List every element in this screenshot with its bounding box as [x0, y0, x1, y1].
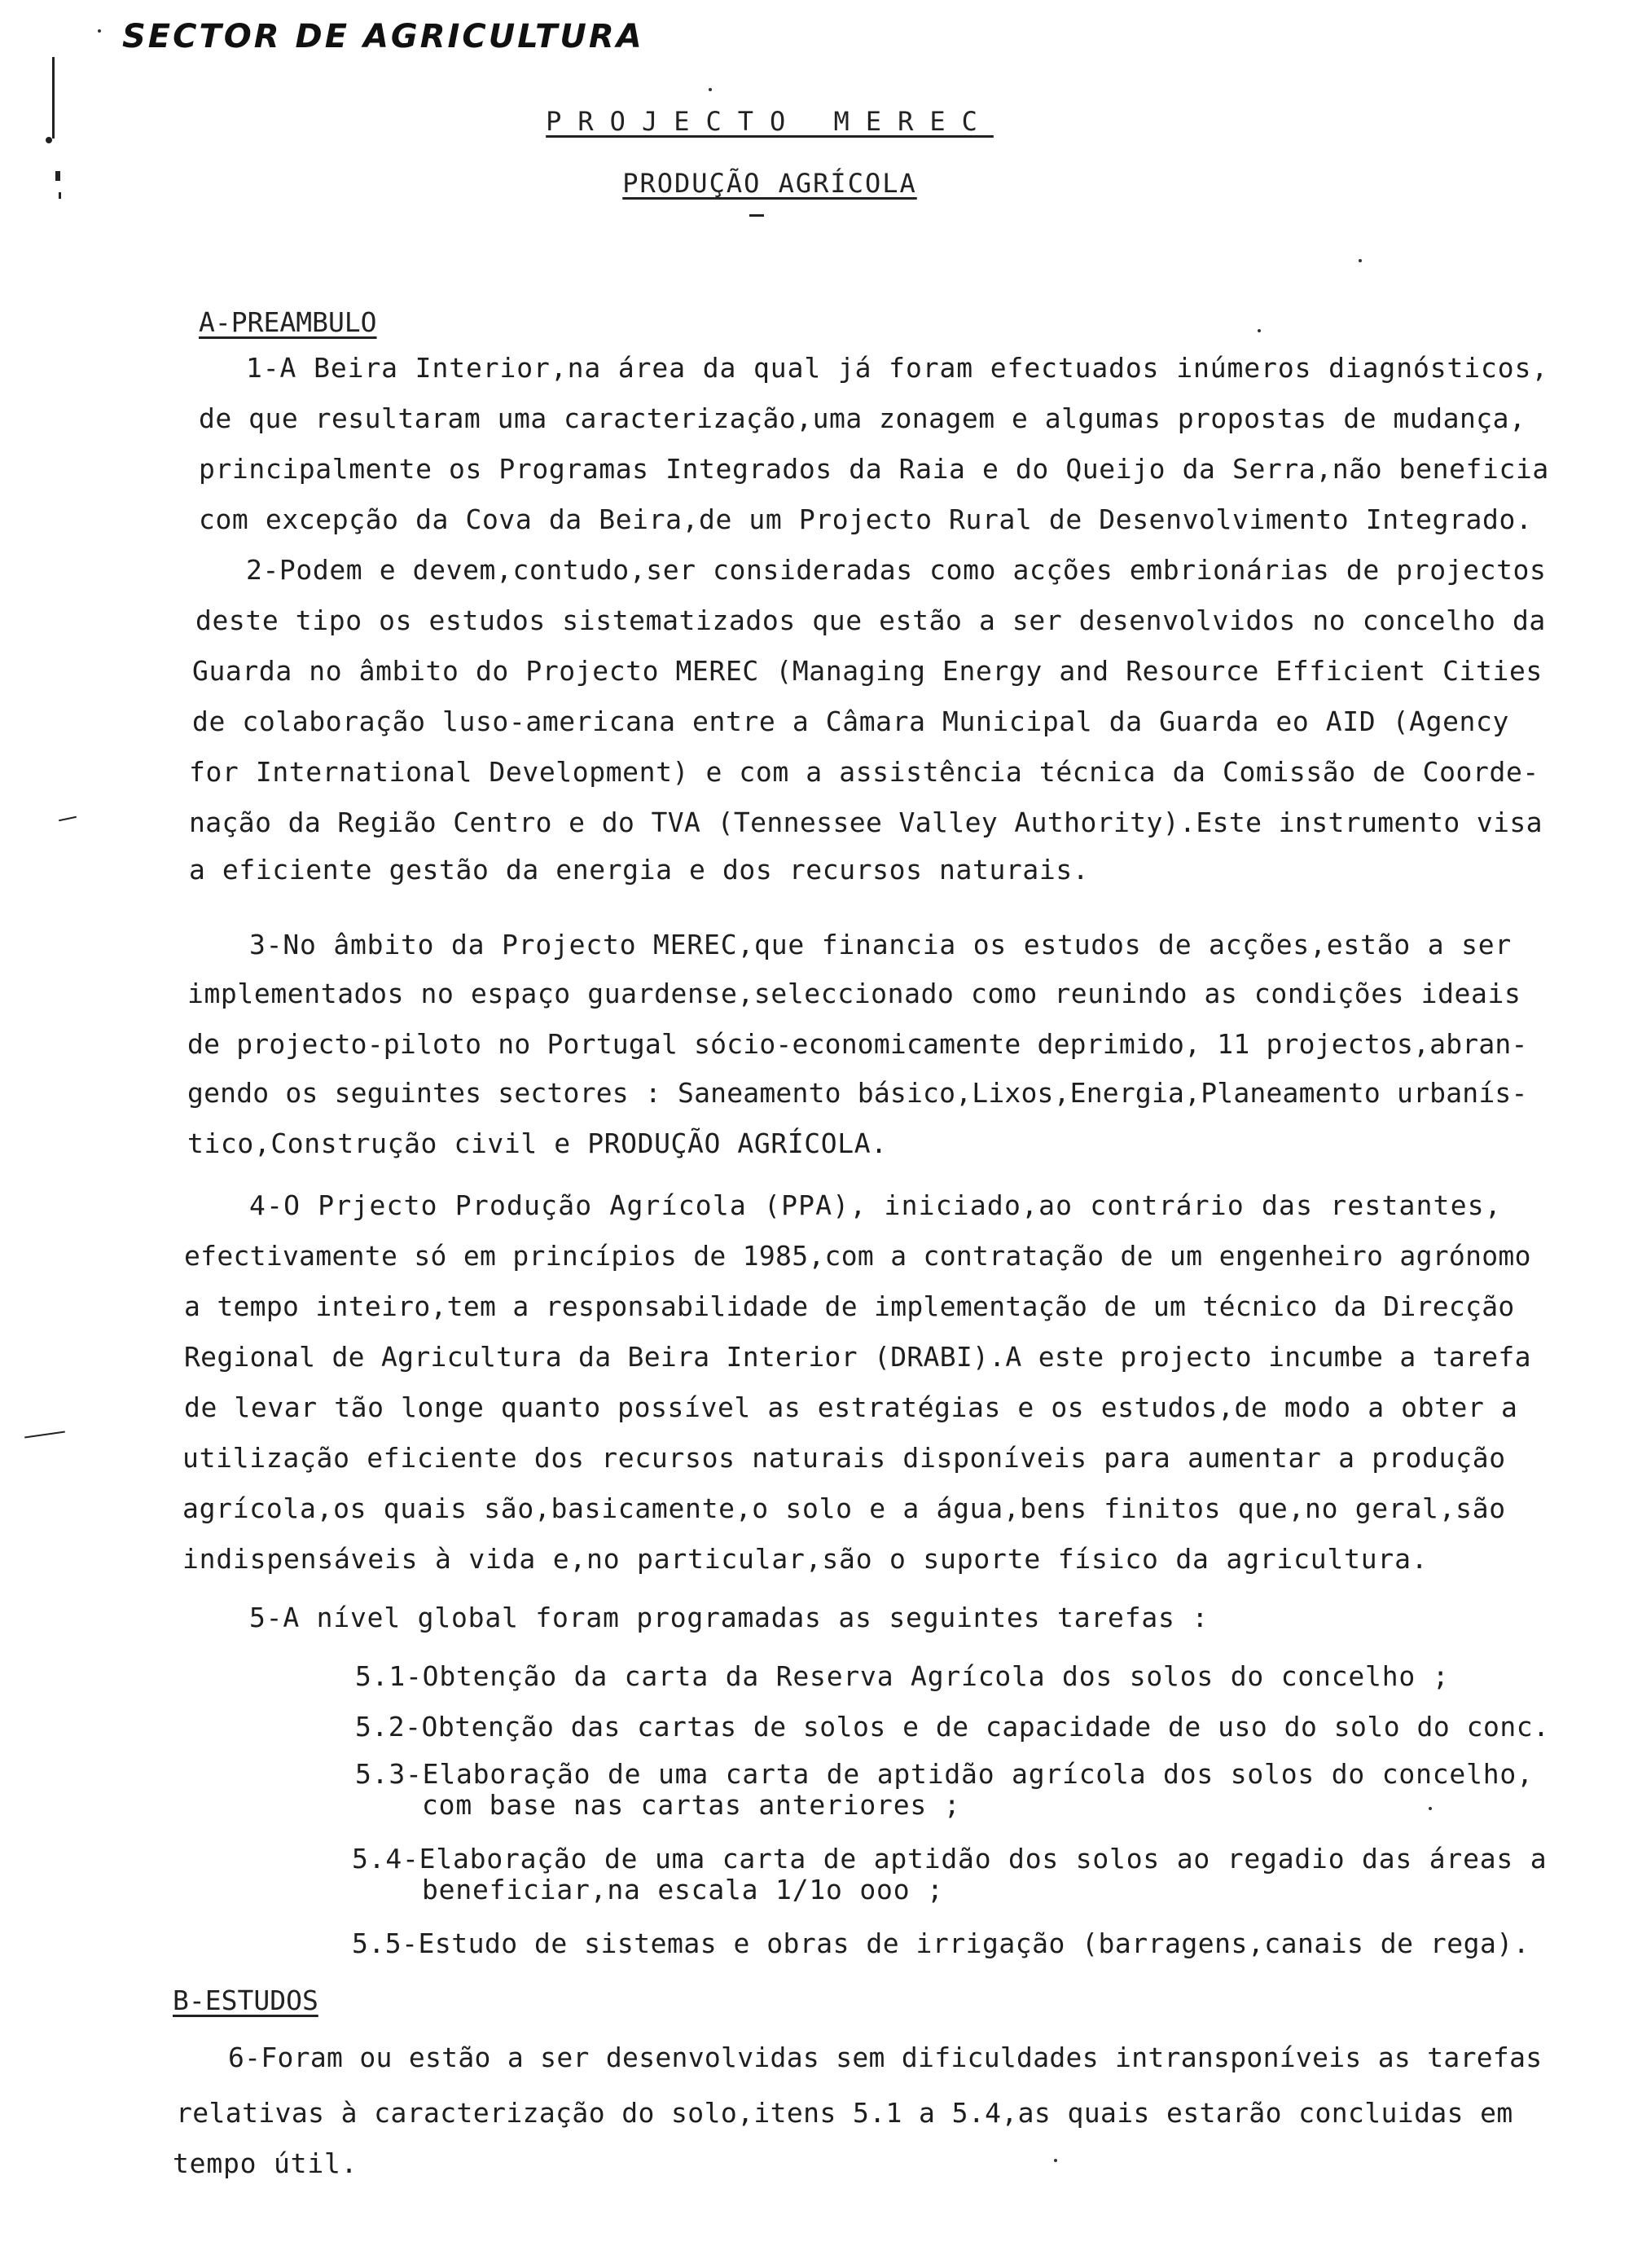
text-line: 3-No âmbito da Projecto MEREC,que financia os estudos de acções,estão a ser — [249, 929, 1512, 960]
margin-mark — [749, 214, 764, 217]
document-subtitle: PRODUÇÃO AGRÍCOLA — [622, 168, 917, 199]
text-line: nação da Região Centro e do TVA (Tennessee Valley Authority).Este instrumento visa — [189, 807, 1543, 838]
scan-speck — [98, 29, 101, 33]
text-line: for International Development) e com a assistência técnica da Comissão de Coorde- — [189, 756, 1539, 788]
text-line: tempo útil. — [173, 2147, 358, 2179]
scan-speck — [1054, 2159, 1057, 2162]
task-item-continued: com base nas cartas anteriores ; — [422, 1789, 961, 1821]
section-a-heading: A-PREAMBULO — [199, 306, 377, 338]
text-line: de que resultaram uma caracterização,uma zonagem e algumas propostas de mudança, — [199, 402, 1526, 434]
text-line: de colaboração luso-americana entre a Câmara Municipal da Guarda eo AID (Agency — [192, 705, 1509, 737]
text-line: efectivamente só em princípios de 1985,com a contratação de um engenheiro agrónomo — [184, 1240, 1531, 1272]
task-item: 5.1-Obtenção da carta da Reserva Agrícola dos solos do concelho ; — [355, 1660, 1450, 1692]
text-line: relativas à caracterização do solo,itens 5.1 a 5.4,as quais estarão concluidas em — [176, 2097, 1513, 2129]
margin-mark — [46, 137, 52, 143]
text-line: com excepção da Cova da Beira,de um Projecto Rural de Desenvolvimento Integrado. — [199, 503, 1533, 535]
text-line: indispensáveis à vida e,no particular,são o suporte físico da agricultura. — [182, 1543, 1429, 1575]
text-line: a tempo inteiro,tem a responsabilidade de implementação de um técnico da Direcção — [184, 1290, 1515, 1322]
text-line: principalmente os Programas Integrados da Raia e do Queijo da Serra,não beneficia — [199, 453, 1549, 485]
margin-mark — [24, 1431, 65, 1439]
scan-speck — [1359, 259, 1362, 262]
text-line: implementados no espaço guardense,seleccionado como reunindo as condições ideais — [187, 978, 1521, 1009]
text-line: 6-Foram ou estão a ser desenvolvidas sem dificuldades intransponíveis as tarefas — [228, 2042, 1543, 2073]
task-item-continued: beneficiar,na escala 1/1o ooo ; — [422, 1874, 944, 1905]
scan-speck — [1429, 1807, 1432, 1810]
task-item: 5.3-Elaboração de uma carta de aptidão agrícola dos solos do concelho, — [355, 1758, 1534, 1790]
text-line: Regional de Agricultura da Beira Interior (DRABI).A este projecto incumbe a tarefa — [184, 1341, 1531, 1373]
text-line: 1-A Beira Interior,na área da qual já foram efectuados inúmeros diagnósticos, — [246, 352, 1549, 384]
text-line: agrícola,os quais são,basicamente,o solo e a água,bens finitos que,no geral,são — [182, 1492, 1506, 1524]
text-line: 2-Podem e devem,contudo,ser consideradas como acções embrionárias de projectos — [246, 554, 1547, 586]
text-line: 5-A nível global foram programadas as seguintes tarefas : — [249, 1602, 1210, 1633]
task-item: 5.2-Obtenção das cartas de solos e de capacidade de uso do solo do conc. — [355, 1711, 1550, 1743]
text-line: Guarda no âmbito do Projecto MEREC (Managing Energy and Resource Efficient Cities — [192, 655, 1543, 687]
text-line: 4-O Prjecto Produção Agrícola (PPA), iniciado,ao contrário das restantes, — [249, 1189, 1502, 1221]
text-line: deste tipo os estudos sistematizados que estão a ser desenvolvidos no concelho da — [195, 604, 1546, 636]
text-line: de levar tão longe quanto possível as estratégias e os estudos,de modo a obter a — [184, 1391, 1518, 1423]
scan-speck — [1258, 329, 1261, 332]
document-title: PROJECTO MEREC — [546, 106, 994, 137]
text-line: gendo os seguintes sectores : Saneamento básico,Lixos,Energia,Planeamento urbanís- — [187, 1077, 1528, 1109]
text-line: de projecto-piloto no Portugal sócio-economicamente deprimido, 11 projectos,abran- — [187, 1028, 1528, 1060]
handwritten-sector-note: SECTOR DE AGRICULTURA — [122, 18, 644, 55]
task-item: 5.5-Estudo de sistemas e obras de irrigação (barragens,canais de rega). — [352, 1927, 1530, 1959]
scan-speck — [709, 88, 712, 91]
section-b-heading: B-ESTUDOS — [173, 1984, 318, 2016]
text-line: a eficiente gestão da energia e dos recursos naturais. — [189, 854, 1090, 886]
text-line: utilização eficiente dos recursos naturais disponíveis para aumentar a produção — [182, 1442, 1506, 1474]
text-line: tico,Construção civil e PRODUÇÃO AGRÍCOLA. — [187, 1127, 888, 1159]
margin-mark — [59, 816, 77, 822]
task-item: 5.4-Elaboração de uma carta de aptidão dos solos ao regadio das áreas a — [352, 1843, 1548, 1875]
